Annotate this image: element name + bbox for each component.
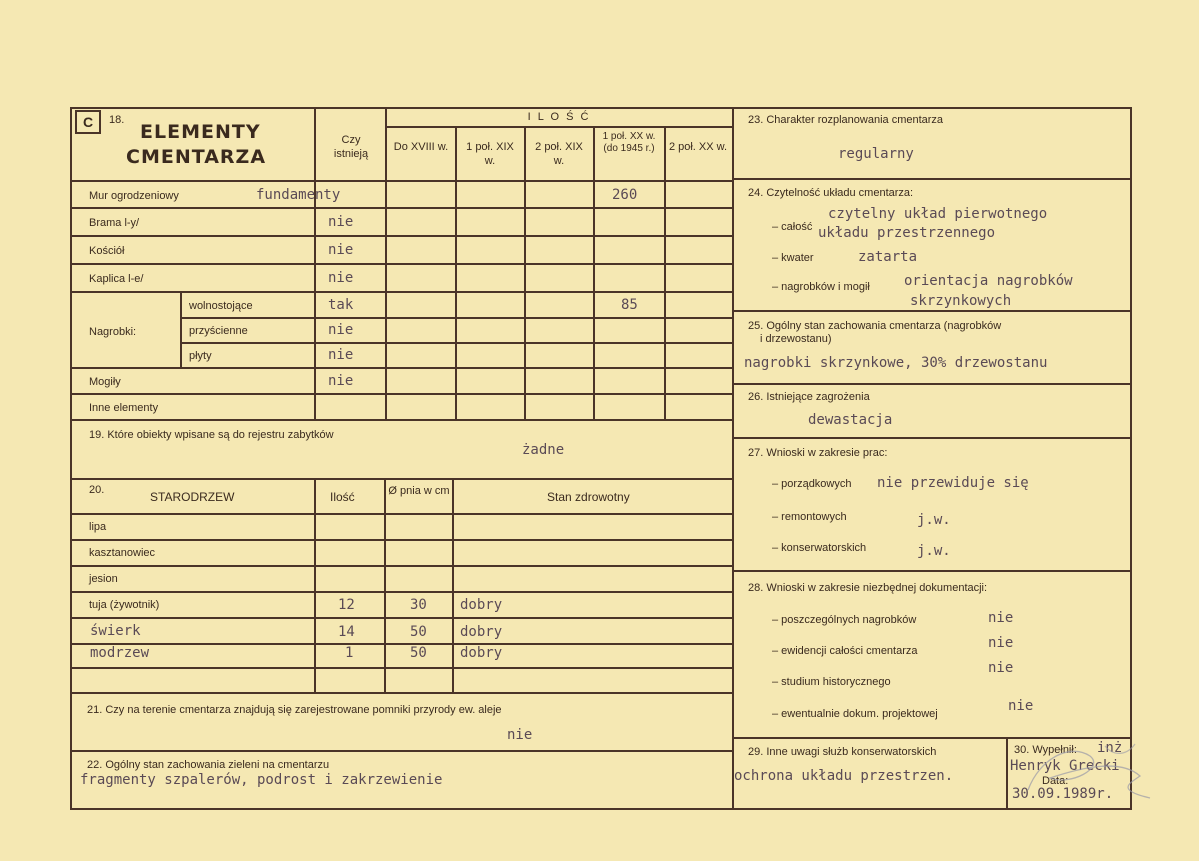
- row-label-plyty: płyty: [189, 350, 212, 362]
- s28-label: 28. Wnioski w zakresie niezbędnej dokumentacji:: [748, 582, 988, 594]
- s27-item-2-label: – remontowych: [772, 511, 847, 523]
- signature-scribble: [1010, 738, 1160, 806]
- tree-pnia-swierk: 50: [410, 624, 427, 640]
- s30-label: 30. Wypełnił:: [1014, 744, 1077, 756]
- row-qty-mur: 260: [612, 187, 638, 203]
- frame-middle: [732, 107, 734, 810]
- title-line-2: CMENTARZA: [126, 146, 267, 168]
- s30-name-prefix: inż: [1097, 740, 1123, 756]
- form-type-box: C: [75, 110, 101, 134]
- tree-name-kasztanowiec: kasztanowiec: [89, 547, 156, 559]
- s28-item-1-value: nie: [988, 610, 1014, 626]
- period-header-1: Do XVIII w.: [393, 141, 449, 153]
- s28-item-4-value: nie: [1008, 698, 1034, 714]
- s20-col-pnia: Ø pnia w cm: [388, 485, 450, 497]
- section-18-number: 18.: [109, 114, 125, 126]
- s28-item-4-label: – ewentualnie dokum. projektowej: [772, 708, 938, 720]
- tree-name-swierk: świerk: [90, 623, 141, 639]
- s24-kwater-label: – kwater: [772, 252, 814, 264]
- row-label-kaplica: Kaplica l-e/: [89, 273, 144, 285]
- row-label-mogily: Mogiły: [89, 376, 121, 388]
- s29-label: 29. Inne uwagi służb konserwatorskich: [748, 746, 937, 758]
- tree-pnia-modrzew: 50: [410, 645, 427, 661]
- s23-value: regularny: [838, 146, 914, 162]
- row-value-plyty: nie: [328, 347, 354, 363]
- s20-col-stan: Stan zdrowotny: [547, 490, 630, 504]
- s23-label: 23. Charakter rozplanowania cmentarza: [748, 114, 944, 126]
- period-header-4: 1 poł. XX w. (do 1945 r.): [602, 131, 656, 154]
- s21-value: nie: [507, 727, 533, 743]
- row-label-inne: Inne elementy: [89, 402, 159, 414]
- tree-stan-swierk: dobry: [460, 624, 503, 640]
- s27-item-2-value: j.w.: [917, 512, 951, 528]
- s25-value: nagrobki skrzynkowe, 30% drzewostanu: [744, 355, 1048, 371]
- s29-value: ochrona układu przestrzen.: [734, 768, 954, 784]
- s26-label: 26. Istniejące zagrożenia: [748, 391, 870, 403]
- s20-number: 20.: [89, 484, 105, 496]
- s25-label-2: i drzewostanu): [760, 333, 832, 345]
- s24-calosc-value-2: układu przestrzennego: [818, 225, 996, 241]
- period-header-2: 1 poł. XIX w.: [466, 141, 514, 167]
- s28-item-3-label: – studium historycznego: [772, 676, 891, 688]
- period-header-3: 2 poł. XIX w.: [535, 141, 583, 167]
- s28-item-2-label: – ewidencji całości cmentarza: [772, 645, 918, 657]
- s20-title: STARODRZEW: [150, 490, 235, 504]
- row-value-wolnostojace: tak: [328, 297, 354, 313]
- frame-right: [1130, 107, 1132, 810]
- s25-label-1: 25. Ogólny stan zachowania cmentarza (nagrobków: [748, 320, 1002, 332]
- tree-name-modrzew: modrzew: [90, 645, 150, 661]
- frame-bottom: [70, 808, 1132, 810]
- row-label-kosciol: Kościół: [89, 245, 125, 257]
- tree-ilosc-swierk: 14: [338, 624, 355, 640]
- s27-item-1-label: – porządkowych: [772, 478, 852, 490]
- s30-name: Henryk Grecki: [1010, 758, 1120, 774]
- tree-pnia-tuja: 30: [410, 597, 427, 613]
- row-value-kosciol: nie: [328, 242, 354, 258]
- exists-header: Czy istnieją: [333, 134, 369, 160]
- tree-ilosc-tuja: 12: [338, 597, 355, 613]
- row-value-kaplica: nie: [328, 270, 354, 286]
- title-line-1: ELEMENTY: [140, 121, 261, 143]
- s28-item-3-value: nie: [988, 660, 1014, 676]
- row-label-mur: Mur ogrodzeniowy: [89, 190, 179, 202]
- tree-name-lipa: lipa: [89, 521, 107, 533]
- s19-value: żadne: [522, 442, 565, 458]
- tree-name-jesion: jesion: [89, 573, 118, 585]
- s27-label: 27. Wnioski w zakresie prac:: [748, 447, 888, 459]
- s27-item-3-label: – konserwatorskich: [772, 542, 867, 554]
- s20-col-ilosc: Ilość: [330, 490, 355, 504]
- s27-item-1-value: nie przewiduje się: [877, 475, 1029, 491]
- s24-nagrobkow-value-2: skrzynkowych: [910, 293, 1012, 309]
- row-label-wolnostojace: wolnostojące: [189, 300, 253, 312]
- s24-kwater-value: zatarta: [858, 249, 918, 265]
- row-value-mogily: nie: [328, 373, 354, 389]
- s19-label: 19. Które obiekty wpisane są do rejestru zabytków: [89, 429, 334, 441]
- s26-value: dewastacja: [808, 412, 893, 428]
- period-header-5: 2 poł. XX w.: [668, 141, 728, 153]
- row-label-przyscienne: przyścienne: [189, 325, 248, 337]
- row-qty-wolnostojace: 85: [621, 297, 638, 313]
- s28-item-1-label: – poszczególnych nagrobków: [772, 614, 917, 626]
- tree-name-tuja: tuja (żywotnik): [89, 599, 160, 611]
- s22-value: fragmenty szpalerów, podrost i zakrzewienie: [80, 772, 443, 788]
- s28-item-2-value: nie: [988, 635, 1014, 651]
- s24-nagrobkow-value-1: orientacja nagrobków: [904, 273, 1073, 289]
- s24-label: 24. Czytelność układu cmentarza:: [748, 187, 914, 199]
- s24-calosc-value-1: czytelny układ pierwotnego: [828, 206, 1048, 222]
- s21-label: 21. Czy na terenie cmentarza znajdują się zarejestrowane pomniki przyrody ew. aleje: [87, 704, 502, 716]
- frame-top: [70, 107, 1132, 109]
- s27-item-3-value: j.w.: [917, 543, 951, 559]
- frame-left: [70, 107, 72, 810]
- row-value-mur: fundamenty: [256, 187, 341, 203]
- row-value-brama: nie: [328, 214, 354, 230]
- s24-calosc-label: – całość: [772, 221, 813, 233]
- s30-date: 30.09.1989r.: [1012, 786, 1114, 802]
- nagrobki-label: Nagrobki:: [89, 326, 137, 338]
- tree-ilosc-modrzew: 1: [345, 645, 354, 661]
- tree-stan-tuja: dobry: [460, 597, 503, 613]
- s24-nagrobkow-label: – nagrobków i mogił: [772, 281, 870, 293]
- s30-date-label: Data:: [1042, 775, 1069, 787]
- s22-label: 22. Ogólny stan zachowania zieleni na cmentarzu: [87, 759, 330, 771]
- quantity-header: I L O Ś Ć: [527, 111, 591, 123]
- tree-stan-modrzew: dobry: [460, 645, 503, 661]
- row-value-przyscienne: nie: [328, 322, 354, 338]
- row-label-brama: Brama l-y/: [89, 217, 140, 229]
